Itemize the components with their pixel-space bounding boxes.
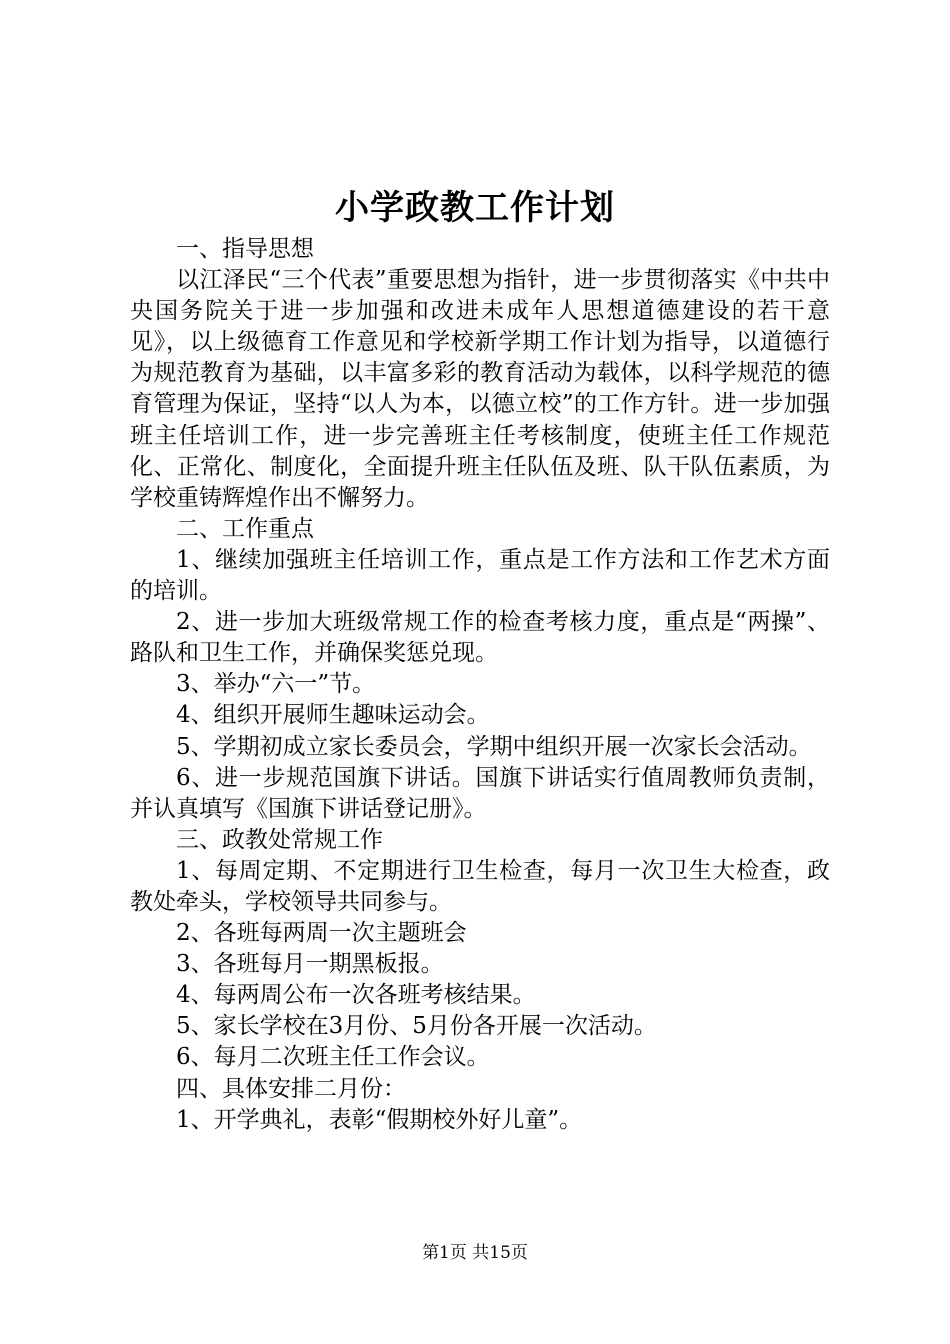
list-item: 3、举办“六一”节。: [176, 671, 376, 698]
paragraph-guiding-ideology: 以江泽民“三个代表”重要思想为指针，进一步贯彻落实《中共中央国务院关于进一步加强和改进未成年人思想道德建设的若干意见》，以上级德育工作意见和学校新学期工作计划为指导，以道德行为规范教育为基础，以丰富多彩的教育活动为载体，以科学规范的德育管理为保证，坚持“以人为本，以德立校”的工作方针。进一步加强班主任培训工作，进一步完善班主任考核制度，使班主任工作规范化、正常化、制度化，全面提升班主任队伍及班、队干队伍素质，为学校重铸辉煌作出不懈努力。: [130, 267, 830, 511]
list-item: 2、各班每两周一次主题班会: [176, 920, 467, 947]
list-item: 5、家长学校在3月份、5月份各开展一次活动。: [176, 1013, 657, 1040]
document-body: [130, 234, 830, 1136]
section-heading-schedule: 四、具体安排二月份：: [176, 1075, 406, 1102]
list-item: 6、进一步规范国旗下讲话。国旗下讲话实行值周教师负责制，并认真填写《国旗下讲话登记册》。: [130, 764, 830, 822]
section-heading-guiding-ideology: 一、指导思想: [176, 236, 314, 262]
list-item: 1、开学典礼，表彰“假期校外好儿童”。: [176, 1106, 583, 1133]
document-title: 小学政教工作计划: [335, 188, 615, 228]
list-item: 1、继续加强班主任培训工作，重点是工作方法和工作艺术方面的培训。: [130, 546, 830, 605]
list-item: 4、组织开展师生趣味运动会。: [176, 702, 490, 729]
list-item: 5、学期初成立家长委员会，学期中组织开展一次家长会活动。: [176, 733, 812, 760]
page-footer: 第1页 共15页: [422, 1243, 528, 1263]
list-item: 4、每两周公布一次各班考核结果。: [176, 982, 536, 1009]
list-item: 1、每周定期、不定期进行卫生检查，每月一次卫生大检查，政教处牵头，学校领导共同参与。: [130, 857, 830, 915]
list-item: 2、进一步加大班级常规工作的检查考核力度，重点是“两操”、路队和卫生工作，并确保奖惩兑现。: [130, 609, 830, 667]
section-heading-key-tasks: 二、工作重点: [176, 515, 314, 542]
list-item: 6、每月二次班主任工作会议。: [176, 1044, 490, 1071]
section-heading-routine-work: 三、政教处常规工作: [176, 826, 383, 853]
list-item: 3、各班每月一期黑板报。: [176, 951, 444, 978]
